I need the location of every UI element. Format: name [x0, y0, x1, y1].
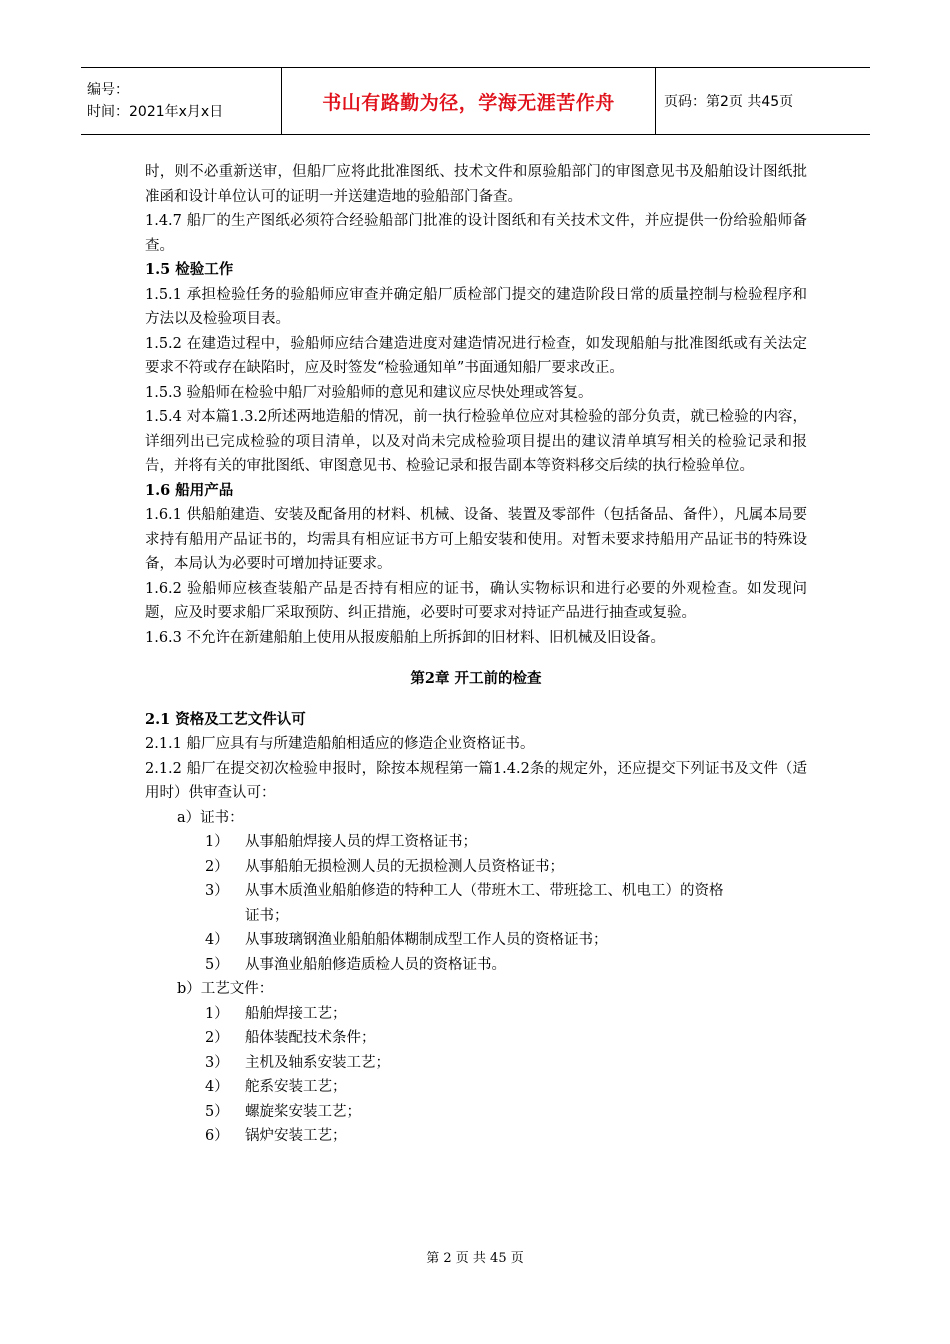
list-item	[145, 1051, 807, 1076]
paragraph-2-1-2: 2.1.2 船厂在提交初次检验申报时，除按本规程第一篇1.4.2条的规定外，还应提交下列证书及文件（适用时）供审查认可：	[145, 760, 807, 801]
list-item-number: 5）	[205, 1103, 229, 1120]
list-label-b: b）工艺文件：	[177, 981, 274, 997]
chapter-title: 第2章 开工前的检查	[410, 670, 542, 687]
list-item-text: 舵系安装工艺；	[245, 1079, 347, 1095]
list-item-number: 5）	[205, 956, 229, 973]
list-item-number: 3）	[205, 883, 229, 899]
list-item-number: 6）	[205, 1128, 229, 1144]
paragraph-1-4-7: 1.4.7 船厂的生产图纸必须符合经验船部门批准的设计图纸和有关技术文件，并应提供一份给验船师备查。	[145, 213, 807, 254]
list-item-number: 4）	[205, 932, 229, 948]
list-item-text: 证书；	[245, 907, 289, 924]
list-item-text: 螺旋桨安装工艺；	[245, 1103, 361, 1120]
section-heading-1-5: 1.5 检验工作	[145, 261, 234, 278]
list-item-number: 3）	[205, 1054, 229, 1071]
list-item-number: 2）	[205, 858, 229, 875]
header-meta	[81, 68, 281, 134]
section-heading-2-1: 2.1 资格及工艺文件认可	[145, 710, 306, 728]
paragraph-1-5-4: 1.5.4 对本篇1.3.2所述两地造船的情况，前一执行检验单位应对其检验的部分负责，就已检验的内容，详细列出已完成检验的项目清单，以及对尚未完成检验项目提出的建议清单填写相关的检验记录和报告，并将有关的审批图纸、审图意见书、检验记录和报告副本等资料移交后续的执行检验单位。	[145, 409, 807, 474]
page-header	[81, 67, 870, 135]
list-item	[145, 928, 807, 953]
paragraph-1-6-3: 1.6.3 不允许在新建船舶上使用从报废船舶上所拆卸的旧材料、旧机械及旧设备。	[145, 629, 666, 646]
list-item	[145, 879, 807, 904]
doc-number-label: 编号：	[87, 82, 129, 98]
list-item	[145, 1075, 807, 1100]
header-motto-cell	[281, 68, 656, 134]
list-item	[145, 953, 807, 978]
list-item	[145, 1100, 807, 1125]
list-item	[145, 1026, 807, 1051]
paragraph-1-5-2: 1.5.2 在建造过程中，验船师应结合建造进度对建造情况进行检查，如发现船舶与批准图纸或有关法定要求不符或存在缺陷时，应及时签发“检验通知单”书面通知船厂要求改正。	[145, 335, 807, 376]
list-item-text: 主机及轴系安装工艺；	[245, 1054, 390, 1071]
list-item-number: 1）	[205, 1005, 229, 1022]
paragraph: 时，则不必重新送审，但船厂应将此批准图纸、技术文件和原验船部门的审图意见书及船舶设计图纸批准函和设计单位认可的证明一并送建造地的验船部门备查。	[145, 164, 807, 205]
header-page-cell	[656, 68, 870, 134]
paragraph-1-5-3: 1.5.3 验船师在检验中船厂对验船师的意见和建议应尽快处理或答复。	[145, 384, 593, 401]
list-item-continuation	[145, 904, 807, 929]
section-heading-1-6: 1.6 船用产品	[145, 481, 234, 499]
list-item-text: 从事船舶无损检测人员的无损检测人员资格证书；	[245, 858, 564, 875]
list-item	[145, 1124, 807, 1149]
header-motto: 书山有路勤为径，学海无涯苦作舟	[322, 91, 615, 114]
list-item-number: 4）	[205, 1079, 229, 1095]
list-item-text: 从事船舶焊接人员的焊工资格证书；	[245, 834, 477, 850]
paragraph-2-1-1: 2.1.1 船厂应具有与所建造船舶相适应的修造企业资格证书。	[145, 736, 535, 752]
date-label: 时间：2021年x月x日	[87, 104, 224, 120]
list-label-a: a）证书：	[177, 809, 244, 826]
list-item-number: 2）	[205, 1030, 229, 1046]
list-item-text: 从事木质渔业船舶修造的特种工人（带班木工、带班捻工、机电工）的资格	[245, 883, 724, 899]
paragraph-1-5-1: 1.5.1 承担检验任务的验船师应审查并确定船厂质检部门提交的建造阶段日常的质量控制与检验程序和方法以及检验项目表。	[145, 286, 807, 327]
list-item-text: 从事玻璃钢渔业船舶船体糊制成型工作人员的资格证书；	[245, 932, 608, 948]
paragraph-1-6-1: 1.6.1 供船舶建造、安装及配备用的材料、机械、设备、装置及零部件（包括备品、备件），凡属本局要求持有船用产品证书的，均需具有相应证书方可上船安装和使用。对暂未要求持船用产品证书的特殊设备，本局认为必要时可增加持证要求。	[145, 507, 807, 572]
list-item-number: 1）	[205, 834, 229, 850]
footer-page-number: 第 2 页 共 45 页	[426, 1251, 524, 1266]
list-item-text: 船体装配技术条件；	[245, 1030, 376, 1046]
list-item-text: 从事渔业船舶修造质检人员的资格证书。	[245, 956, 506, 973]
paragraph-1-6-2: 1.6.2 验船师应核查装船产品是否持有相应的证书，确认实物标识和进行必要的外观检查。如发现问题，应及时要求船厂采取预防、纠正措施，必要时可要求对持证产品进行抽查或复验。	[145, 580, 807, 621]
header-page-label: 页码：第2页 共45页	[664, 94, 794, 110]
page-footer	[0, 1247, 950, 1266]
list-item	[145, 830, 807, 855]
list-item	[145, 1002, 807, 1027]
list-item-text: 锅炉安装工艺；	[245, 1128, 347, 1144]
document-body	[145, 160, 807, 1149]
list-item-text: 船舶焊接工艺；	[245, 1005, 347, 1022]
list-item	[145, 855, 807, 880]
